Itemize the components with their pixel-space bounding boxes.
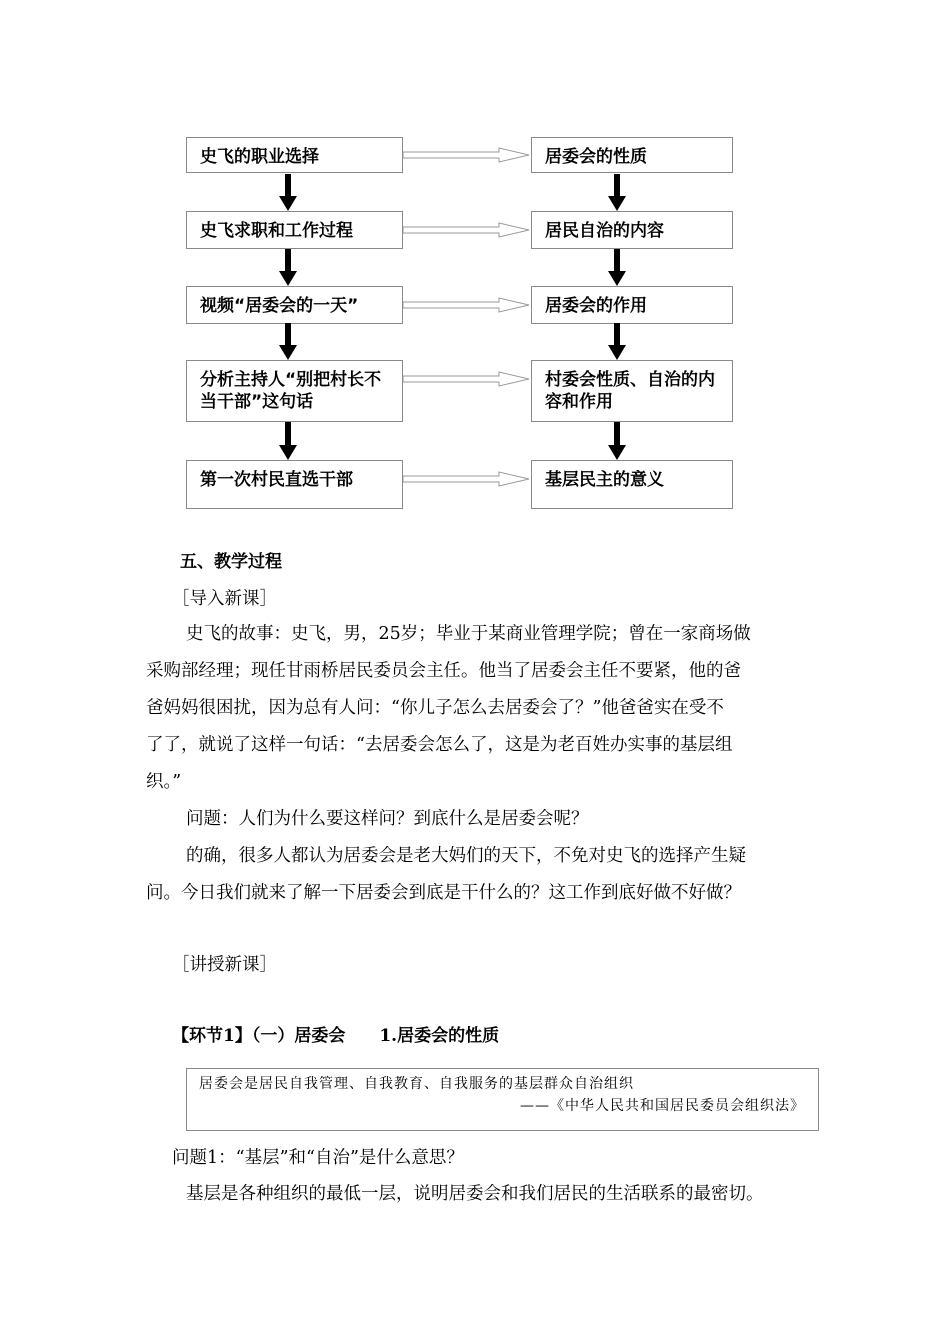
- quote-text: 居委会是居民自我管理、自我教育、自我服务的基层群众自治组织: [199, 1076, 634, 1092]
- story-line-4: 了了，就说了这样一句话：“去居委会怎么了，这是为老百姓办实事的基层组: [146, 735, 733, 755]
- question1-text: 问题1：“基层”和“自治”是什么意思？: [172, 1148, 464, 1168]
- down-arrow-icon: [276, 323, 300, 361]
- flow-left-1: 史飞的职业选择: [186, 137, 403, 173]
- flow-left-5: 第一次村民直选干部: [186, 460, 403, 509]
- flow-right-5: 基层民主的意义: [531, 460, 733, 509]
- quote-box: [186, 1068, 819, 1131]
- flow-right-2: 居民自治的内容: [531, 211, 733, 249]
- right-arrow-icon: [403, 297, 531, 313]
- right-arrow-icon: [403, 147, 531, 163]
- flow-right-1: 居委会的性质: [531, 137, 733, 173]
- flow-right-3: 居委会的作用: [531, 286, 733, 324]
- question-text: 问题：人们为什么要这样问？到底什么是居委会呢？: [186, 809, 589, 829]
- para-line-2: 问。今日我们就来了解一下居委会到底是干什么的？这工作到底好做不好做？: [146, 883, 741, 903]
- down-arrow-icon: [605, 323, 629, 361]
- down-arrow-icon: [605, 422, 629, 461]
- quote-source: ——《中华人民共和国居民委员会组织法》: [520, 1098, 805, 1114]
- lecture-label: ［讲授新课］: [172, 955, 277, 975]
- right-arrow-icon: [403, 471, 531, 487]
- intro-label: ［导入新课］: [172, 589, 277, 609]
- story-line-1: 史飞的故事：史飞，男，25岁；毕业于某商业管理学院；曾在一家商场做: [186, 624, 751, 644]
- story-line-3: 爸妈妈很困扰，因为总有人问：“你儿子怎么去居委会了？”他爸爸实在受不: [146, 698, 724, 718]
- flow-left-3: 视频“居委会的一天”: [186, 286, 403, 324]
- down-arrow-icon: [276, 249, 300, 287]
- right-arrow-icon: [403, 371, 531, 387]
- answer1-text: 基层是各种组织的最低一层，说明居委会和我们居民的生活联系的最密切。: [186, 1184, 764, 1204]
- right-arrow-icon: [403, 222, 531, 238]
- story-line-2: 采购部经理；现任甘雨桥居民委员会主任。他当了居委会主任不要紧，他的爸: [146, 661, 741, 681]
- story-line-5: 织。”: [146, 772, 182, 792]
- down-arrow-icon: [605, 249, 629, 287]
- section-heading: 五、教学过程: [180, 552, 282, 572]
- para-line-1: 的确，很多人都认为居委会是老大妈们的天下，不免对史飞的选择产生疑: [186, 846, 746, 866]
- down-arrow-icon: [276, 174, 300, 212]
- flow-left-4: 分析主持人“别把村长不当干部”这句话: [186, 360, 403, 422]
- flow-left-2: 史飞求职和工作过程: [186, 211, 403, 249]
- down-arrow-icon: [605, 174, 629, 212]
- down-arrow-icon: [276, 422, 300, 461]
- segment-title: 【环节1】（一）居委会 1.居委会的性质: [172, 1026, 500, 1046]
- flow-right-4: 村委会性质、自治的内容和作用: [531, 360, 733, 422]
